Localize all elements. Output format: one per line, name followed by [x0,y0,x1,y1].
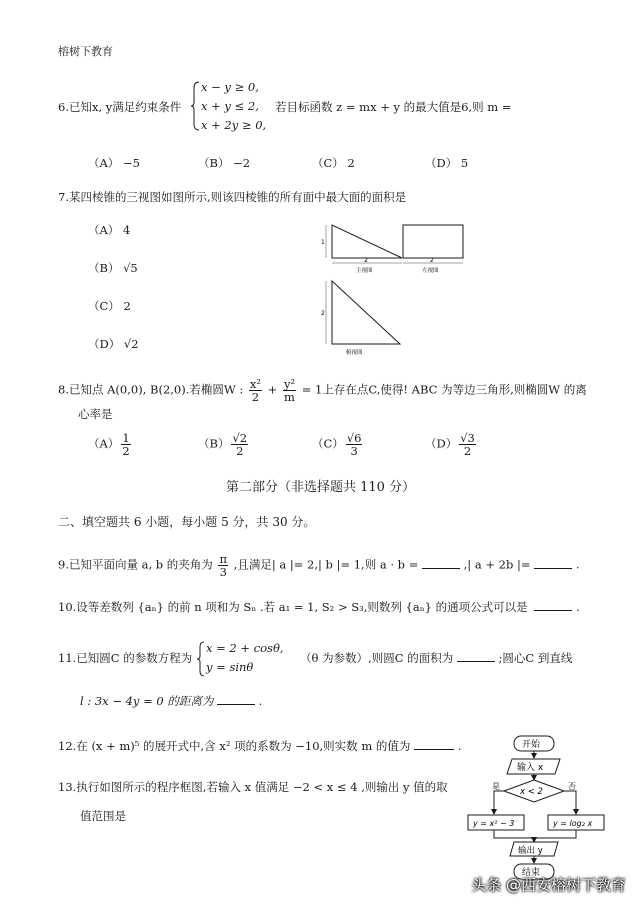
q8-option-c: （C） $\frac{√6}{3}$ [312,431,362,459]
q12-end: . [457,739,462,753]
q11-blank-2[interactable] [217,694,255,705]
q6-option-b: （B） −2 [198,156,251,170]
side-view-dim-width: 2 [430,257,434,264]
q11-stem-a: 11.已知圆C 的参数方程为 [58,651,193,665]
q6-constraint-2: x + y ≤ 2, [201,99,259,113]
side-view-label: 左视图 [422,268,439,274]
q6-constraint-3: x + 2y ≥ 0, [201,118,267,132]
flow-start-text: 开始 [522,740,541,750]
q6-option-a: （A） −5 [88,156,140,170]
q11-line2-text: l : 3x − 4y = 0 的距离为 [80,694,214,708]
q9-stem-b: ,且满足| a |= 2,| b |= 1,则 a · b = [233,557,419,572]
q9-stem-c: ,| a + 2b |= [463,557,531,572]
top-view-label: 俯视图 [346,350,363,356]
q8-option-a: （A） $\frac{1}{2}$ [88,431,130,459]
q6-option-c: （C） 2 [312,156,355,170]
q8-option-b: （B） $\frac{√2}{2}$ [198,431,248,459]
q7-three-view-figure [318,218,478,358]
section2-title: 二、填空题共 6 小题，每小题 5 分，共 30 分。 [58,515,316,529]
top-view-dim-height: 2 [321,310,325,317]
q11-eq-1: x = 2 + cosθ, [206,641,284,655]
side-view-shape [403,225,463,258]
q7-option-a: （A） 4 [88,223,131,237]
q11-blank-1[interactable] [457,651,495,662]
q8-frac-y: $\frac{\text{y²}}{m}$ [283,377,296,405]
q10-end: . [575,600,580,614]
q13-line1: 13.执行如图所示的程序框图,若输入 x 值满足 −2 < x ≤ 4 ,则输出 y 值的取 [58,780,448,794]
q11-stem-b: （θ 为参数）,则圆C 的面积为 [300,651,454,665]
q10-stem-text: 10.设等差数列 {aₙ} 的前 n 项和为 Sₙ .若 a₁ = 1, S₂ > S₃,则数列 {aₙ} 的通项公式可以是 [58,600,528,614]
q13-flowchart [457,732,610,882]
q13-line2: 值范围是 [80,809,126,823]
front-view-dim-height: 1 [321,239,325,246]
q6-tail: 若目标函数 z = mx + y 的最大值是6,则 m = [275,100,512,114]
q6-brace [191,80,201,132]
flow-output-text: 输出 y [518,846,543,856]
q6-option-d: （D） 5 [425,156,469,170]
q11-eq-2: y = sinθ [206,660,254,674]
q7-option-b: （B） √5 [88,261,138,275]
flow-input-text: 输入 x [517,763,544,773]
q8-option-d: （D） $\frac{√3}{2}$ [425,431,475,459]
q12-blank[interactable] [414,739,454,750]
part2-title: 第二部分（非选择题共 110 分） [226,480,416,495]
flow-right-text: y = log₂ x [553,819,593,828]
q10-blank[interactable] [534,600,572,611]
q9-frac-angle: $\frac{\pi}{3}$ [219,552,228,580]
q9-blank-1[interactable] [422,558,460,569]
q10-stem [58,599,580,615]
front-view-label: 主视图 [356,268,373,274]
q11-end: . [258,694,263,708]
q9-blank-2[interactable] [534,558,572,569]
q6-constraint-1: x − y ≥ 0, [201,80,259,94]
q12-stem-text: 12.在 (x + m)⁵ 的展开式中,含 x² 项的系数为 −10,则实数 m 的值为 [58,739,411,753]
front-view-shape [332,225,402,258]
q8-stem-a: 8.已知点 A(0,0), B(2,0).若椭圆W : [58,382,244,397]
flow-left-text: y = x² − 3 [473,819,515,828]
q9-end: . [575,557,580,572]
brand-header: 榕树下教育 [58,45,113,58]
top-view-shape [332,281,400,344]
q8-plus: + [267,382,278,397]
front-view-dim-width: 2 [364,257,368,264]
q7-stem: 7.某四棱锥的三视图如图所示,则该四棱锥的所有面中最大面的面积是 [58,190,407,204]
q11-brace [197,641,205,677]
q12-stem [58,738,461,754]
flow-yes-label: 是 [492,782,500,791]
q8-frac-x: $\frac{\text{x²}}{2}$ [249,377,261,405]
q7-option-d: （D） √2 [88,337,139,351]
q7-option-c: （C） 2 [88,299,131,313]
q6-stem: 6.已知x, y满足约束条件 [58,100,182,114]
q8-stem-b: = 1上存在点C,使得! ABC 为等边三角形,则椭圆W 的离 [301,382,587,397]
q9-stem-a: 9.已知平面向量 a, b 的夹角为 [58,557,213,572]
q8-stem-c: 心率是 [78,407,113,421]
q9-stem [58,553,579,578]
q8-stem-line1 [58,378,587,403]
watermark: 头条 @西安榕树下教育 [471,876,626,894]
flow-end-text: 结束 [522,868,541,878]
q11-line2 [80,693,262,709]
q11-stem-c: ;圆心C 到直线 [498,651,573,665]
q11-stem-b-line [300,650,572,666]
flow-no-label: 否 [568,782,576,791]
flow-decision-text: x < 2 [520,787,543,797]
